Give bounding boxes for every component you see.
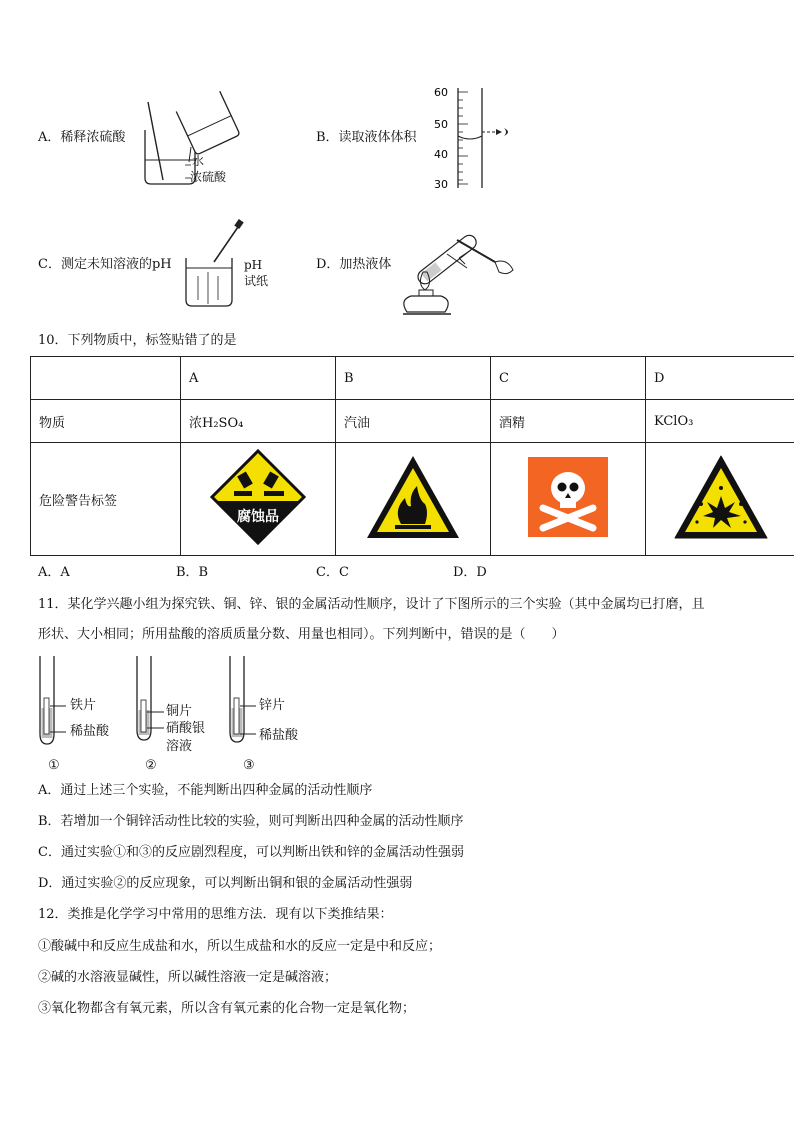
q10-stem: 10．下列物质中，标签贴错了的是 xyxy=(38,333,237,348)
q10-option-d: D．D xyxy=(453,565,487,580)
flammable-sign xyxy=(363,452,463,542)
q12-item-2: ②碱的水溶液显碱性，所以碱性溶液一定是碱溶液； xyxy=(38,970,338,985)
tube3-solution: 稀盐酸 xyxy=(259,728,299,743)
q12-item-1: ①酸碱中和反应生成盐和水，所以生成盐和水的反应一定是中和反应； xyxy=(38,939,442,954)
graduated-cylinder-figure xyxy=(420,84,520,192)
tube2-number: ② xyxy=(145,758,157,773)
table-header-empty xyxy=(31,357,181,400)
tube1-number: ① xyxy=(48,758,60,773)
q9-option-d: D．加热液体 xyxy=(316,257,392,272)
q11-option-a: A．通过上述三个实验，不能判断出四种金属的活动性顺序 xyxy=(38,783,373,798)
substance-d: KClO₃ xyxy=(646,400,794,443)
q9-option-c: C．测定未知溶液的pH xyxy=(38,257,172,272)
substance-c: 酒精 xyxy=(491,400,646,443)
row-label-substance: 物质 xyxy=(31,400,181,443)
q9-option-b: B．读取液体体积 xyxy=(316,130,417,145)
tube2-solution-line2: 溶液 xyxy=(166,739,193,754)
tube1-metal: 铁片 xyxy=(70,698,97,713)
label-test-paper: 试纸 xyxy=(244,274,269,288)
q11-option-b: B．若增加一个铜锌活动性比较的实验，则可判断出四种金属的活动性顺序 xyxy=(38,814,464,829)
tube3-number: ③ xyxy=(243,758,255,773)
tube2-metal: 铜片 xyxy=(166,704,193,719)
corrosive-sign xyxy=(210,449,306,545)
q11-option-c: C．通过实验①和③的反应剧烈程度，可以判断出铁和锌的金属活动性强弱 xyxy=(38,845,464,860)
substance-a: 浓H₂SO₄ xyxy=(181,400,336,443)
tick-30: 30 xyxy=(434,178,448,191)
q11-stem-line2: 形状、大小相同；所用盐酸的溶质质量分数、用量也相同）。下列判断中，错误的是（ ） xyxy=(38,627,565,642)
q10-option-a: A．A xyxy=(38,565,70,580)
tube2-solution: 硝酸银 xyxy=(166,721,206,736)
row-label-hazard: 危险警告标签 xyxy=(31,443,181,556)
sign-cell-d xyxy=(646,443,794,556)
ph-test-figure xyxy=(180,218,250,310)
label-water: 水 xyxy=(192,154,205,168)
sign-cell-c xyxy=(491,443,646,556)
hazard-label-table xyxy=(30,356,794,556)
table-header-a: A xyxy=(181,357,336,400)
table-header-c: C xyxy=(491,357,646,400)
q10-option-c: C．C xyxy=(316,565,349,580)
corrosive-sign-text: 腐蚀品 xyxy=(237,509,279,525)
q9-option-a: A．稀释浓硫酸 xyxy=(38,130,126,145)
substance-b: 汽油 xyxy=(336,400,491,443)
tick-40: 40 xyxy=(434,148,448,161)
q12-stem: 12．类推是化学学习中常用的思维方法．现有以下类推结果： xyxy=(38,907,393,922)
q11-option-d: D．通过实验②的反应现象，可以判断出铜和银的金属活动性强弱 xyxy=(38,876,413,891)
tube1-solution: 稀盐酸 xyxy=(70,724,110,739)
table-header-b: B xyxy=(336,357,491,400)
heating-liquid-figure xyxy=(395,210,520,316)
tube3-metal: 锌片 xyxy=(259,698,286,713)
q12-item-3: ③氧化物都含有氧元素，所以含有氧元素的化合物一定是氧化物； xyxy=(38,1001,416,1016)
tick-60: 60 xyxy=(434,86,448,99)
explosive-sign xyxy=(671,452,771,542)
label-conc-acid: 浓硫酸 xyxy=(190,170,227,184)
q10-option-b: B．B xyxy=(176,565,209,580)
tick-50: 50 xyxy=(434,118,448,131)
label-ph: pH xyxy=(244,258,263,272)
toxic-sign xyxy=(527,456,609,538)
sign-cell-a xyxy=(181,443,336,556)
q11-stem-line1: 11．某化学兴趣小组为探究铁、铜、锌、银的金属活动性顺序，设计了下图所示的三个实验（其中金属均已打磨，且 xyxy=(38,597,705,612)
sign-cell-b xyxy=(336,443,491,556)
table-header-d: D xyxy=(646,357,794,400)
